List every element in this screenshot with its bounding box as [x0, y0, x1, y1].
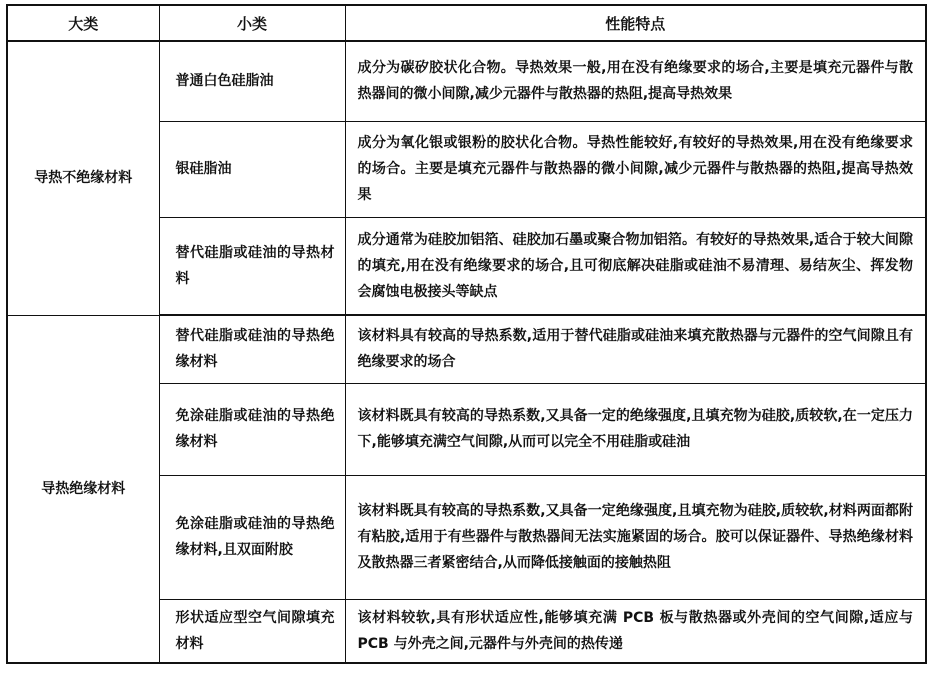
- category-cell: 导热绝缘材料: [7, 315, 159, 663]
- header-category: 大类: [7, 5, 159, 41]
- table-row: [7, 315, 926, 383]
- description-cell: 成分为氧化银或银粉的胶状化合物。导热性能较好,有较好的导热效果,用在没有绝缘要求的场合。主要是填充元器件与散热器的微小间隙,减少元器件与散热器的热阻,提高导热效果: [345, 121, 926, 217]
- header-subcategory: 小类: [159, 5, 345, 41]
- subcategory-cell: 形状适应型空气间隙填充材料: [159, 599, 345, 663]
- subcategory-cell: 银硅脂油: [159, 121, 345, 217]
- table-row: [7, 41, 926, 121]
- description-cell: 该材料较软,具有形状适应性,能够填充满 PCB 板与散热器或外壳间的空气间隙,适应与 PCB 与外壳之间,元器件与外壳间的热传递: [345, 599, 926, 663]
- description-cell: 该材料既具有较高的导热系数,又具备一定的绝缘强度,且填充物为硅胶,质较软,在一定压力下,能够填充满空气间隙,从而可以完全不用硅脂或硅油: [345, 383, 926, 475]
- subcategory-cell: 普通白色硅脂油: [159, 41, 345, 121]
- header-row: [7, 5, 926, 41]
- description-cell: 该材料既具有较高的导热系数,又具备一定绝缘强度,且填充物为硅胶,质较软,材料两面都附有粘胶,适用于有些器件与散热器间无法实施紧固的场合。胶可以保证器件、导热绝缘材料及散热器三者紧密结合,从而降低接触面的接触热阻: [345, 475, 926, 599]
- description-cell: 成分为碳矽胶状化合物。导热效果一般,用在没有绝缘要求的场合,主要是填充元器件与散热器间的微小间隙,减少元器件与散热器的热阻,提高导热效果: [345, 41, 926, 121]
- thermal-materials-table: [6, 4, 927, 664]
- description-cell: 成分通常为硅胶加铝箔、硅胶加石墨或聚合物加铝箔。有较好的导热效果,适合于较大间隙的填充,用在没有绝缘要求的场合,且可彻底解决硅脂或硅油不易清理、易结灰尘、挥发物会腐蚀电极接头等缺点: [345, 217, 926, 315]
- category-cell: 导热不绝缘材料: [7, 41, 159, 315]
- header-characteristics: 性能特点: [345, 5, 926, 41]
- subcategory-cell: 免涂硅脂或硅油的导热绝缘材料,且双面附胶: [159, 475, 345, 599]
- subcategory-cell: 替代硅脂或硅油的导热绝缘材料: [159, 315, 345, 383]
- subcategory-cell: 免涂硅脂或硅油的导热绝缘材料: [159, 383, 345, 475]
- subcategory-cell: 替代硅脂或硅油的导热材料: [159, 217, 345, 315]
- description-cell: 该材料具有较高的导热系数,适用于替代硅脂或硅油来填充散热器与元器件的空气间隙且有绝缘要求的场合: [345, 315, 926, 383]
